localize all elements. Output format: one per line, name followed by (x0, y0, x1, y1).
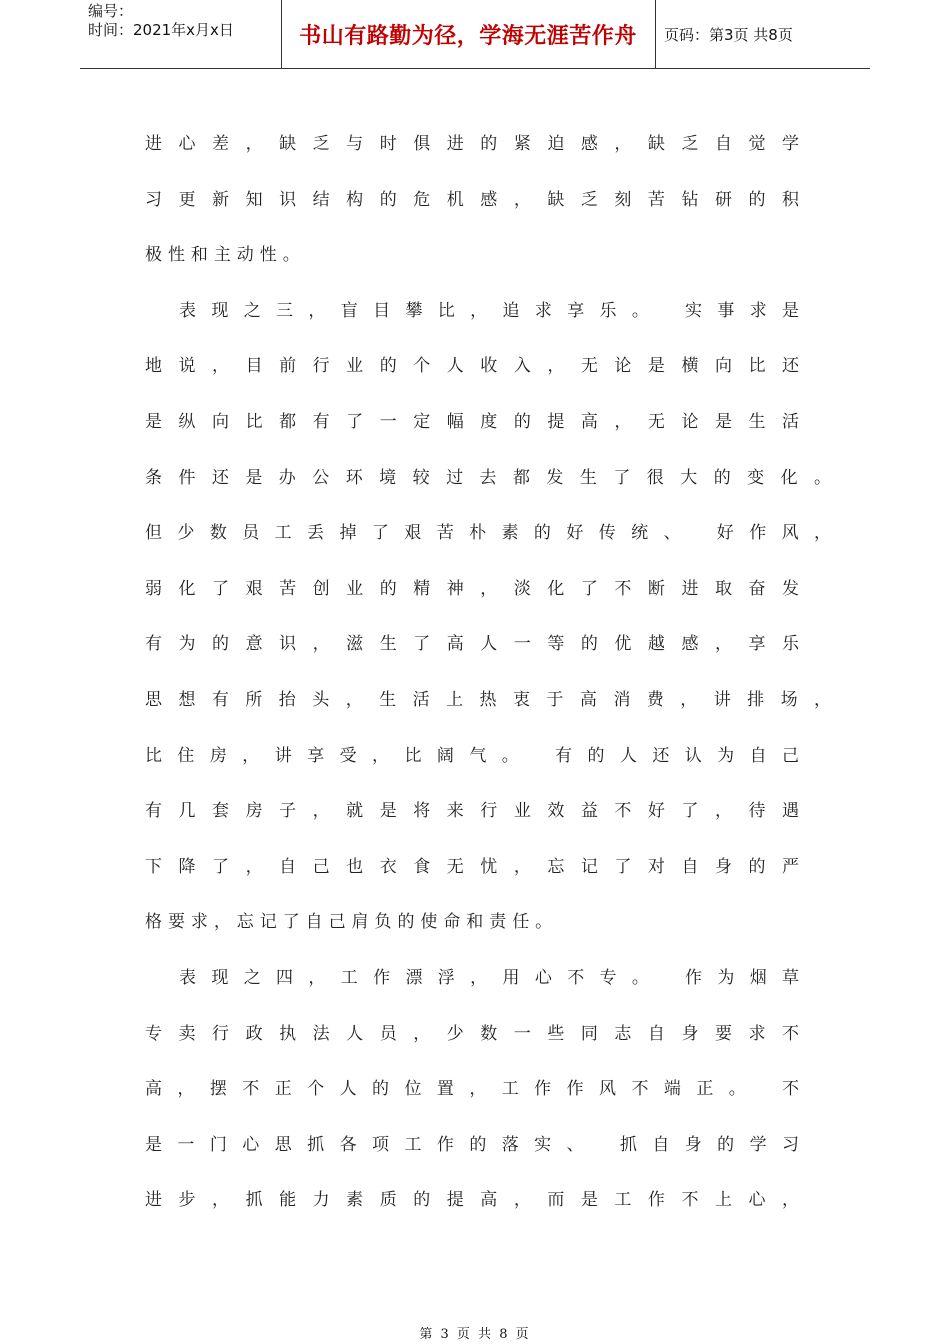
time-label: 时间：2021年x月x日 (88, 21, 234, 39)
page-header (80, 0, 870, 69)
text-line: 条件还是办公环境较过去都发生了很大的变化。 (145, 467, 837, 488)
text-line: 极性和主动性。 (145, 245, 306, 266)
text-line: 下降了，自己也衣食无忧，忘记了对自身的严 (145, 856, 805, 877)
body-text (145, 117, 845, 1229)
text-line: 地说，目前行业的个人收入，无论是横向比还 (145, 356, 805, 377)
text-line: 表现之四，工作漂浮，用心不专。 作为烟草 (179, 967, 805, 988)
text-line: 有为的意识，滋生了高人一等的优越感，享乐 (145, 634, 805, 655)
text-line: 专卖行政执法人员，少数一些同志自身要求不 (145, 1023, 805, 1044)
text-line: 进步，抓能力素质的提高，而是工作不上心， (145, 1190, 805, 1211)
text-line: 有几套房子，就是将来行业效益不好了，待遇 (145, 801, 805, 822)
header-divider-right (655, 0, 656, 68)
header-page-code: 页码：第3页 共8页 (664, 25, 793, 44)
text-line: 思想有所抬头，生活上热衷于高消费，讲排场， (145, 689, 837, 710)
text-line: 比住房，讲享受，比阔气。 有的人还认为自己 (145, 745, 805, 766)
text-line: 是一门心思抓各项工作的落实、 抓自身的学习 (145, 1134, 805, 1155)
header-meta (88, 2, 278, 40)
page-footer: 第 3 页 共 8 页 (419, 1327, 531, 1342)
header-motto: 书山有路勤为径，学海无涯苦作舟 (299, 23, 637, 49)
text-line: 格要求，忘记了自己肩负的使命和责任。 (145, 912, 559, 933)
text-line: 弱化了艰苦创业的精神，淡化了不断进取奋发 (145, 578, 805, 599)
text-line: 高，摆不正个人的位置，工作作风不端正。 不 (145, 1079, 805, 1100)
number-label: 编号： (88, 2, 134, 20)
text-line: 但少数员工丢掉了艰苦朴素的好传统、 好作风， (145, 523, 837, 544)
text-line: 习更新知识结构的危机感，缺乏刻苦钻研的积 (145, 189, 805, 210)
text-line: 进心差，缺乏与时俱进的紧迫感，缺乏自觉学 (145, 134, 805, 154)
text-line: 是纵向比都有了一定幅度的提高，无论是生活 (145, 411, 805, 432)
text-line: 表现之三，盲目攀比，追求享乐。 实事求是 (179, 300, 805, 321)
